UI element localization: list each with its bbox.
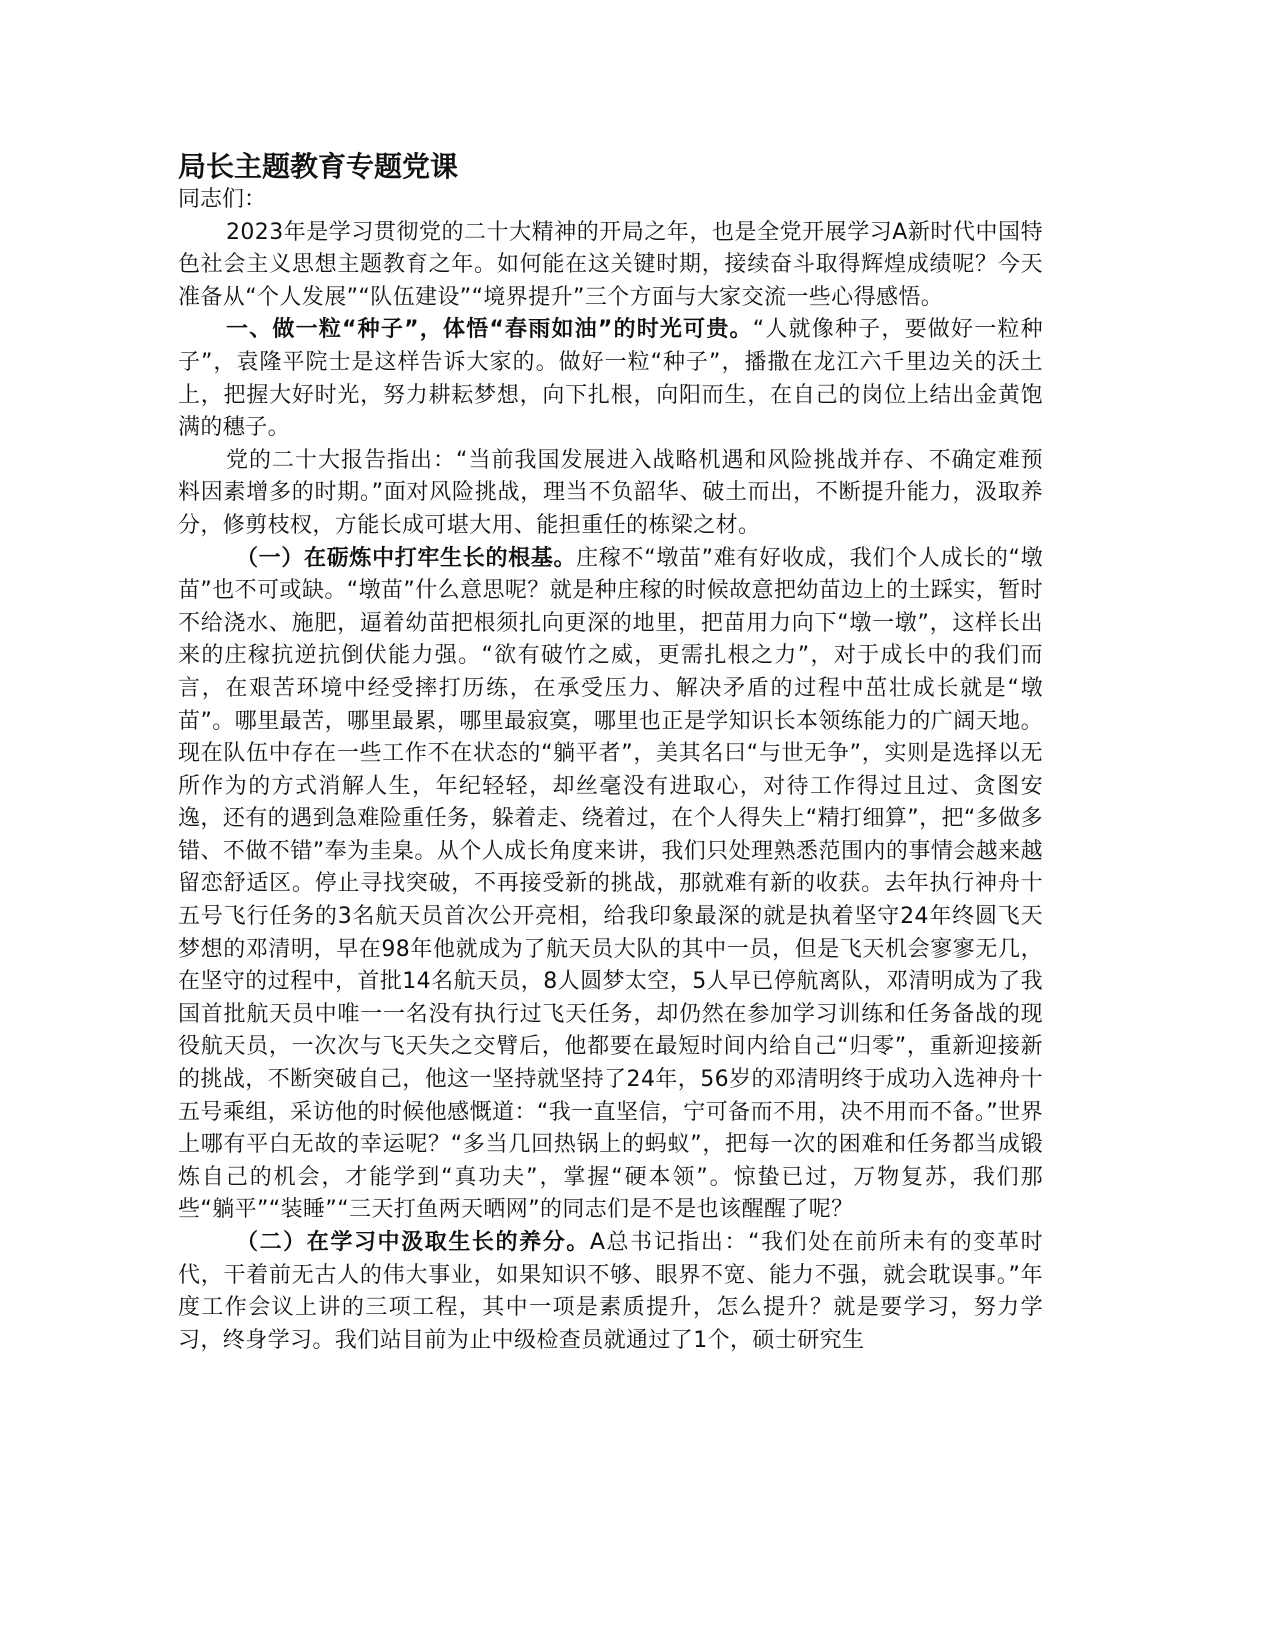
- subsection-heading: （二）在学习中汲取生长的养分。: [236, 1230, 590, 1255]
- paragraph-text: 2023年是学习贯彻党的二十大精神的开局之年，也是全党开展学习A新时代中国特色社会主义思想主题教育之年。如何能在这关键时期，接续奋斗取得辉煌成绩呢？今天准备从“个人发展”“队伍建设”“境界提升”三个方面与大家交流一些心得感悟。: [178, 219, 1043, 310]
- paragraph-subsection-1: [178, 543, 1043, 1227]
- paragraph-section-1: [178, 314, 1043, 444]
- document-page: [178, 150, 1043, 1357]
- paragraph-text: “人就像种子，要做好一粒种子”，袁隆平院士是这样告诉大家的。做好一粒“种子”，播撒在龙江六千里边关的沃土上，把握大好时光，努力耕耘梦想，向下扎根，向阳而生，在自己的岗位上结出金黄饱满的穗子。: [178, 317, 1043, 441]
- section-heading: 一、做一粒“种子”，体悟“春雨如油”的时光可贵。: [226, 317, 753, 343]
- paragraph-text: 庄稼不“墩苗”难有好收成，我们个人成长的“墩苗”也不可或缺。“墩苗”什么意思呢？就是种庄稼的时候故意把幼苗边上的土踩实，暂时不给浇水、施肥，逼着幼苗把根须扎向更深的地里，把苗用力向下“墩一墩”，这样长出来的庄稼抗逆抗倒伏能力强。“欲有破竹之威，更需扎根之力”，对于成长中的我们而言，在艰苦环境中经受摔打历练，在承受压力、解决矛盾的过程中茁壮成长就是“墩苗”。哪里最苦，哪里最累，哪里最寂寞，哪里也正是学知识长本领练能力的广阔天地。现在队伍中存在一些工作不在状态的“躺平者”，美其名曰“与世无争”，实则是选择以无所作为的方式消解人生，年纪轻轻，却丝毫没有进取心，对待工作得过且过、贪图安逸，还有的遇到急难险重任务，躲着走、绕着过，在个人得失上“精打细算”，把“多做多错、不做不错”奉为圭臬。从个人成长角度来讲，我们只处理熟悉范围内的事情会越来越留恋舒适区。停止寻找突破，不再接受新的挑战，那就难有新的收获。去年执行神舟十五号飞行任务的3名航天员首次公开亮相，给我印象最深的就是执着坚守24年终圆飞天梦想的邓清明，早在98年他就成为了航天员大队的其中一员，但是飞天机会寥寥无几，在坚守的过程中，首批14名航天员，8人圆梦太空，5人早已停航离队，邓清明成为了我国首批航天员中唯一一名没有执行过飞天任务，却仍然在参加学习训练和任务备战的现役航天员，一次次与飞天失之交臂后，他都要在最短时间内给自己“归零”，重新迎接新的挑战，不断突破自己，他这一坚持就坚持了24年，56岁的邓清明终于成功入选神舟十五号乘组，采访他的时候他感慨道：“我一直坚信，宁可备而不用，决不用而不备。”世界上哪有平白无故的幸运呢？“多当几回热锅上的蚂蚁”，把每一次的困难和任务都当成锻炼自己的机会，才能学到“真功夫”，掌握“硬本领”。惊蛰已过，万物复苏，我们那些“躺平”“装睡”“三天打鱼两天晒网”的同志们是不是也该醒醒了呢？: [178, 545, 1043, 1223]
- paragraph-subsection-2: [178, 1227, 1043, 1357]
- subsection-heading: （一）在砺炼中打牢生长的根基。: [236, 545, 577, 571]
- paragraph-text: 党的二十大报告指出：“当前我国发展进入战略机遇和风险挑战并存、不确定难预料因素增多的时期。”面对风险挑战，理当不负韶华、破土而出，不断提升能力，汲取养分，修剪枝杈，方能长成可堪大用、能担重任的栋梁之材。: [178, 447, 1043, 538]
- paragraph-text: A总书记指出：“我们处在前所未有的变革时代，干着前无古人的伟大事业，如果知识不够、眼界不宽、能力不强，就会耽误事。”年度工作会议上讲的三项工程，其中一项是素质提升，怎么提升？就是要学习，努力学习，终身学习。我们站目前为止中级检查员就通过了1个，硕士研究生: [178, 1230, 1043, 1353]
- paragraph-report-quote: [178, 445, 1043, 543]
- paragraph-intro: [178, 217, 1043, 315]
- document-title: 局长主题教育专题党课: [178, 150, 459, 183]
- salutation: 同志们：: [178, 187, 267, 212]
